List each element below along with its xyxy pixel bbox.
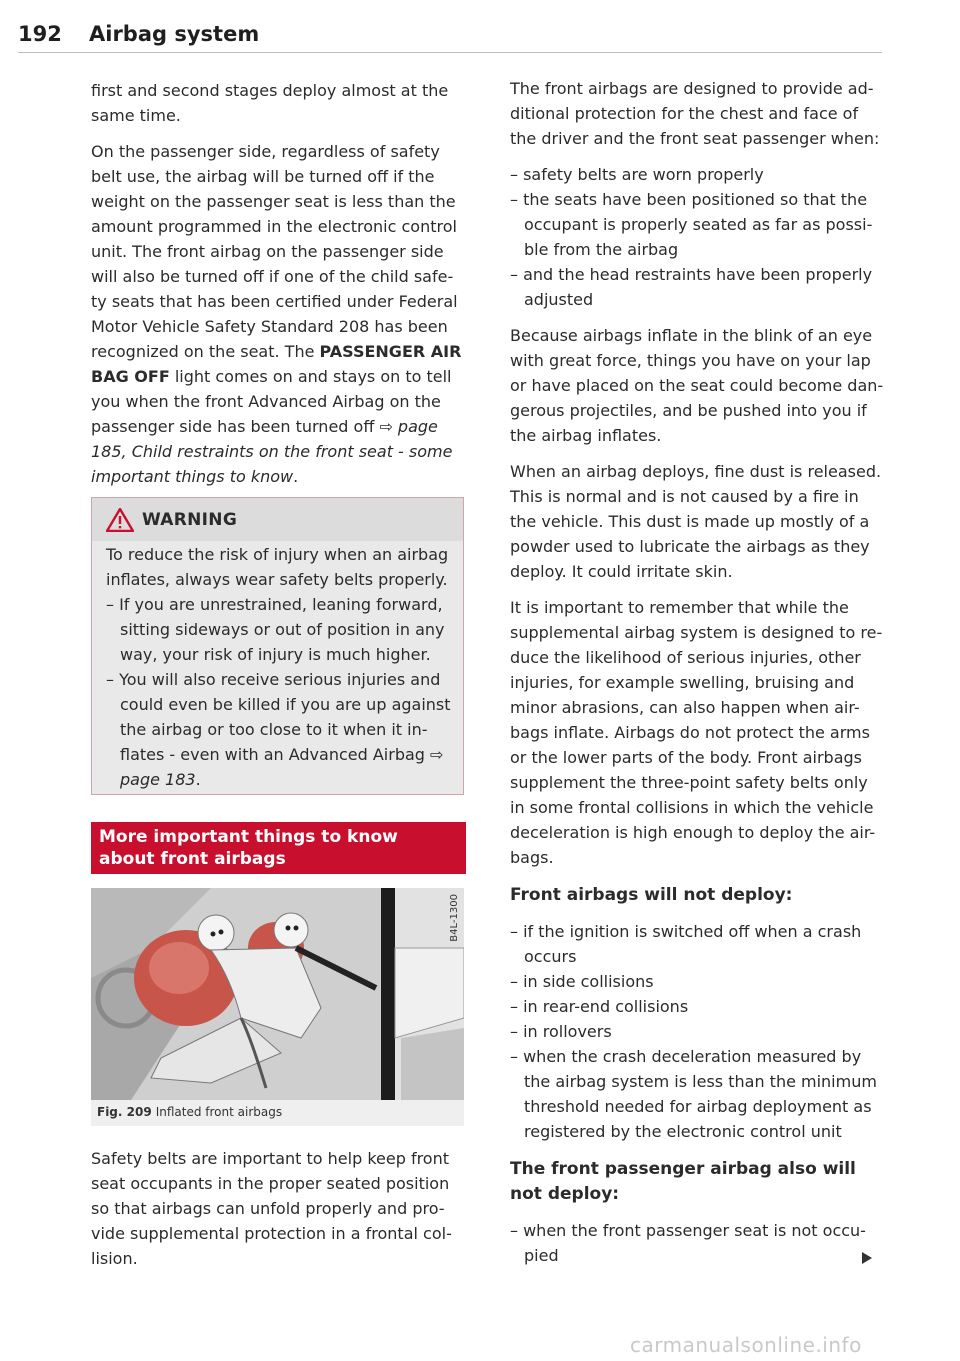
warning-box bbox=[91, 497, 464, 795]
warning-item: – If you are unrestrained, leaning forward, sitting sideways or out of position in any way, your risk of injury is much higher. bbox=[106, 595, 445, 664]
left-column-bottom bbox=[91, 1146, 466, 1271]
paragraph: It is important to remember that while the supplemental airbag system is designed to re-duce the likelihood of serious injuries, other injuries, for example swelling, bruising and minor abrasions, can also happen when air-bags inflate. Airbags do not protect the arms or the lower parts of the body. Front airbags supplement the three-point safety belts only in some frontal collisions in which the vehicle deceleration is high enough to deploy the air-bags. bbox=[510, 598, 883, 867]
watermark: carmanualsonline.info bbox=[630, 1333, 862, 1357]
paragraph: Because airbags inflate in the blink of an eye with great force, things you have on your lap or have placed on the seat could become dan-gerous projectiles, and be pushed into you if the airbag inflates. bbox=[510, 326, 884, 445]
warning-intro: To reduce the risk of injury when an airbag inflates, always wear safety belts properly. bbox=[106, 545, 449, 589]
list-item: – in side collisions bbox=[510, 972, 654, 991]
warning-item bbox=[106, 667, 451, 792]
warning-header bbox=[92, 498, 463, 541]
page-reference-link[interactable]: ⇨ page 183 bbox=[120, 745, 444, 789]
warning-triangle-icon bbox=[106, 508, 134, 532]
list-item: – in rear-end collisions bbox=[510, 997, 689, 1016]
paragraph: Safety belts are important to help keep front seat occupants in the proper seated position so that airbags can unfold properly and pro-vide supplemental protection in a frontal col-lision. bbox=[91, 1149, 452, 1268]
list-item: – and the head restraints have been properly adjusted bbox=[510, 265, 873, 309]
left-column bbox=[91, 78, 466, 489]
list-item: – if the ignition is switched off when a crash occurs bbox=[510, 922, 862, 966]
right-column bbox=[510, 76, 885, 1268]
warning-body bbox=[106, 542, 451, 792]
figure-caption-text: Inflated front airbags bbox=[155, 1105, 283, 1119]
paragraph-end: . bbox=[293, 467, 299, 486]
figure-code: B4L-1300 bbox=[449, 894, 460, 942]
paragraph-text: On the passenger side, regardless of safety belt use, the airbag will be turned off if the weight on the passenger seat is less than the amount programmed in the electronic control unit. The front airbag on the passenger side will also be turned off if one of the child safe-ty seats that has been certified under Federal Motor Vehicle Safety Standard 208 has been recognized on the seat. The bbox=[91, 142, 458, 361]
list-item: – when the crash deceleration measured by the airbag system is less than the minimum threshold needed for airbag deployment as registered by the electronic control unit bbox=[510, 1047, 877, 1141]
page-reference-link[interactable]: ⇨ page 185, Child restraints on the front seat - some important things to know bbox=[91, 417, 453, 486]
paragraph: The front airbags are designed to provide ad-ditional protection for the chest and face of the driver and the front seat passenger when: bbox=[510, 79, 880, 148]
list-item: – safety belts are worn properly bbox=[510, 165, 764, 184]
paragraph bbox=[91, 139, 466, 489]
figure-label: Fig. 209 bbox=[97, 1105, 152, 1119]
header-rule bbox=[18, 52, 882, 53]
warning-item-text: – You will also receive serious injuries and could even be killed if you are up against the airbag or too close to it when it in-flates - even with an Advanced Airbag bbox=[106, 670, 451, 764]
section-heading-bar bbox=[91, 822, 466, 874]
figure-caption-bar bbox=[91, 1100, 464, 1126]
figure-inflated-airbags bbox=[91, 888, 464, 1100]
warning-title: WARNING bbox=[142, 510, 238, 530]
subheading: Front airbags will not deploy: bbox=[510, 885, 793, 905]
subheading: The front passenger airbag also will not deploy: bbox=[510, 1159, 856, 1204]
paragraph-text: light comes on and stays on to tell you when the front Advanced Airbag on the passenger side has been turned off bbox=[91, 367, 452, 436]
airbag-illustration bbox=[91, 888, 464, 1100]
paragraph: first and second stages deploy almost at the same time. bbox=[91, 81, 449, 125]
warning-item-end: . bbox=[195, 770, 201, 789]
page-number: 192 bbox=[18, 22, 62, 46]
list-item: – the seats have been positioned so that the occupant is properly seated as far as possi-ble from the airbag bbox=[510, 190, 873, 259]
running-header-title: Airbag system bbox=[89, 22, 260, 46]
paragraph: When an airbag deploys, fine dust is released. This is normal and is not caused by a fire in the vehicle. This dust is made up mostly of a powder used to lubricate the airbags as they deploy. It could irritate skin. bbox=[510, 462, 882, 581]
indicator-light-name: PASSENGER AIR BAG OFF bbox=[91, 342, 462, 386]
section-heading: More important things to know about front airbags bbox=[99, 827, 398, 869]
list-item: – when the front passenger seat is not occu-pied bbox=[510, 1221, 866, 1265]
figure-caption bbox=[97, 1105, 282, 1119]
continue-arrow-icon bbox=[862, 1252, 872, 1264]
list-item: – in rollovers bbox=[510, 1022, 612, 1041]
